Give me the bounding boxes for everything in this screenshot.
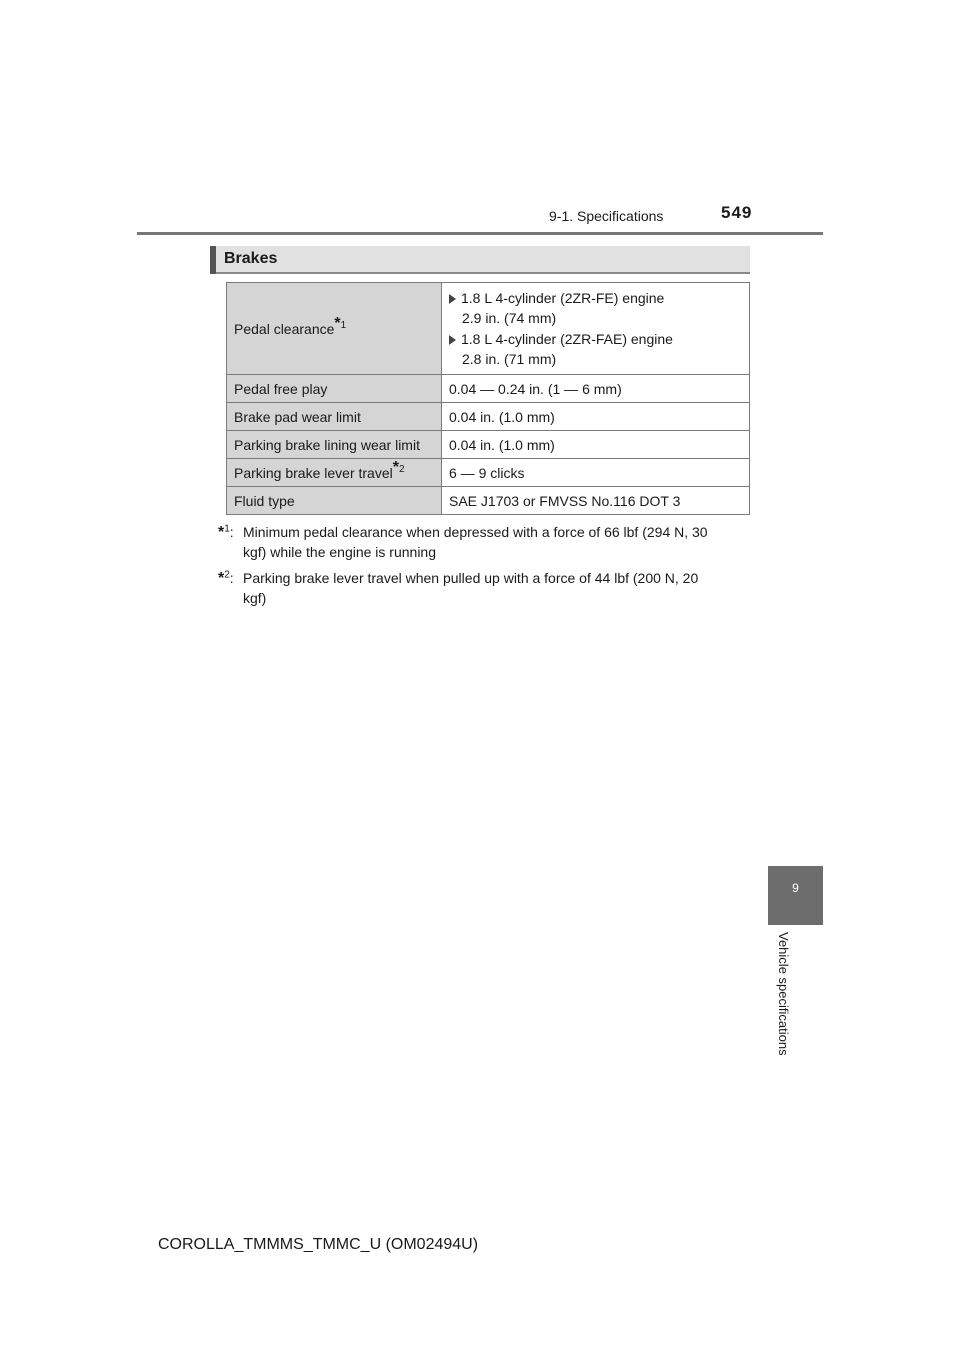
value-line: 1.8 L 4-cylinder (2ZR-FE) engine <box>449 288 742 309</box>
row-label: Pedal free play <box>227 375 442 403</box>
section-header-bar <box>210 246 216 274</box>
value-line: 1.8 L 4-cylinder (2ZR-FAE) engine <box>449 329 742 350</box>
triangle-bullet-icon <box>449 294 456 304</box>
page-number: 549 <box>721 203 753 222</box>
row-value <box>442 283 750 375</box>
triangle-bullet-icon <box>449 335 456 345</box>
table-row <box>227 459 750 487</box>
footnote-marker: *$^2$: <box>218 569 234 587</box>
value-line: 2.9 in. (74 mm) <box>462 310 557 326</box>
row-label: Brake pad wear limit <box>227 403 442 431</box>
header-section-title: 9-1. Specifications <box>549 208 664 224</box>
row-value: 0.04 in. (1.0 mm) <box>442 403 750 431</box>
footnote-marker: *$^1$: <box>218 523 234 541</box>
table-row <box>227 487 750 515</box>
row-value: SAE J1703 or FMVSS No.116 DOT 3 <box>442 487 750 515</box>
footnote-text-cont: kgf) <box>243 590 267 606</box>
table-row <box>227 375 750 403</box>
footnote-text-cont: kgf) while the engine is running <box>243 544 437 560</box>
footnote <box>218 522 758 562</box>
row-label: Fluid type <box>227 487 442 515</box>
row-label: Parking brake lever travel$^{*2}$ <box>227 459 442 487</box>
section-title: Brakes <box>224 250 278 267</box>
chapter-tab-label-wrap <box>770 932 792 1072</box>
document-footer: COROLLA_TMMMS_TMMC_U (OM02494U) <box>158 1236 479 1253</box>
spec-table <box>226 282 750 515</box>
table-row <box>227 431 750 459</box>
footnote-text: Minimum pedal clearance when depressed with a force of 66 lbf (294 N, 30 <box>243 524 708 540</box>
footnote-text: Parking brake lever travel when pulled up with a force of 44 lbf (200 N, 20 <box>243 570 699 586</box>
row-label: Pedal clearance$^{*1}$ <box>227 283 442 375</box>
value-line: 2.8 in. (71 mm) <box>462 351 557 367</box>
row-value: 0.04 in. (1.0 mm) <box>442 431 750 459</box>
row-value: 0.04 — 0.24 in. (1 — 6 mm) <box>442 375 750 403</box>
table-row <box>227 403 750 431</box>
section-header <box>210 246 750 274</box>
chapter-tab-label: Vehicle specifications <box>776 932 791 1056</box>
chapter-tab[interactable]: 9 <box>768 866 823 925</box>
header-rule <box>137 232 823 235</box>
footnote <box>218 568 758 608</box>
table-row <box>227 283 750 375</box>
row-value: 6 — 9 clicks <box>442 459 750 487</box>
row-label: Parking brake lining wear limit <box>227 431 442 459</box>
